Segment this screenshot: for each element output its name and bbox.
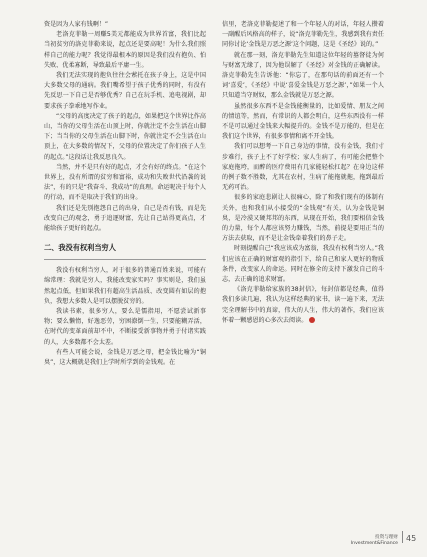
closing-text: 《洛克菲勒给家族的38封信》，每封信都是经典，值得我们多读几遍，我认为这样经典的家书，读一遍下来，无法完全理解书中的真谛，伟大的人生，伟大的著作，我们应该怀着一颗感恩的心多次去阅读。: [222, 286, 384, 324]
footer-divider: [402, 531, 403, 543]
body-paragraph: 就在那一刻，洛克菲勒先生知道这位年轻的墓督徒为何与财富无缘了，因为他误解了《圣经》对金钱的正确解读。洛克菲勒先生告诉他：“你忘了，在那句话的前面还有一个词‘喜爱’，《圣经》中说‘喜爱金钱是万恶之源’，”如果一个人只知道当守财奴，那么金钱就是万恶之源。: [222, 51, 384, 100]
body-paragraph: 我没有权利当穷人，对于很多的普通百姓来说，可能有绵常理：我就是穷人，我能改变家实吗？事实则是，我们虽然起点低，但如果我们有超高生活品质、改变圆有如层的抱负，我想大多数人是可以摆脱贫穷的。: [44, 267, 206, 305]
magazine-name-cn: 投资与理财: [375, 535, 398, 540]
body-paragraph: 当然，并不是只有好的起点，才会有好的终点。“在这个世界上，没有所谓的贫穷和富裕，成功和失败世代沿袭的说法”，有的只是“我奋斗、我成功”的真理。命运呢决于每个人的行动，而不是取决于我们的出身。: [44, 163, 206, 202]
body-paragraph: “父母的高度决定了孩子的起点，如果把这个世界比作高山，当你的父母生活在山顶上时，你就注定不会生活在山脚下；当当你的父母生活在山脚下时，你就注定不会生活在山顶上，在大多数的情况下，父母的位置决定了你们孩子人生的起点。”这段话让我反思良久。: [44, 112, 206, 161]
body-paragraph: 我们还是先别抱怨自己的出身，自己是否有钱，而是先改变自己的观念，勇于追逐财富，先让自己站得更高点，才能给孩子更好的起点。: [44, 204, 206, 233]
body-paragraph: 资是因为人家有钱啊！”: [44, 21, 109, 28]
body-paragraph: 我们无法实现的抱负往往会萦托在孩子身上，这是中国大多数父母的通病。我们嘴希望于孩子优秀的同时，有没有先反思一下自己是否够优秀？自己在玩手机、追电视剧，却要求孩子拳乖地写作业。: [44, 72, 206, 110]
magazine-name-en: Investment&Finance: [350, 541, 398, 546]
body-paragraph: 老洛克菲勒一周赚5美元都能成为世界首富，我们比起当初贫穷的洛克菲勒来说，起点还是要高呢！为什么我们照样自己的能力呢？我觉得最根本的原因是我们没有抱负、怕失败、优柔寡断，导致最后平庸一生。: [44, 31, 206, 69]
section-heading: 二、我没有权利当穷人: [44, 243, 116, 253]
body-paragraph: 信里，老洛克菲勒提述了和一个年轻人的对话，年轻人攒着一副醒后风格高的样子，说“洛克菲勒先生，我感到我有责任同你讨论‘金钱是万恶之源’这个问题，这是《圣经》说的。”: [222, 21, 384, 49]
body-paragraph: 我们可以想考一下自己身边的事情，没有金钱，我们寸步难行，孩子上不了好学校；家人生病了，有可能会把整个家庭拖垮，而醉的医疗费用有几家能轻松扛起？在身边这样的例子数不胜数，尤其在农村，生病了能拖就拖，拖到最后无药可治。: [222, 143, 384, 192]
section-divider: [44, 259, 206, 260]
right-column: [222, 20, 384, 326]
body-paragraph: [222, 285, 384, 326]
left-column: [44, 20, 206, 368]
body-paragraph: 我读书素，很多穷人，要么是懦指用，不愿尝试新事物；要么懒惰，好逸恶劳，穷困潦倒一生，只要能糊弄活，在时代的变革面前却不中，不断接受新事物并勇于付诸实践的人，大多数都不会太差。: [44, 308, 206, 346]
body-paragraph: 很多的家庭悲剧让人很痛心，除了和我们现有的体制有关外，也和我们从小接受的“金钱观”有关，认为金钱是铜臭，是冷漠又硬邦邦的东西，从现在开始，我们要相信金钱的力量，每个人都应该努力赚钱，当然，前提是要用正当的方法去获取，而不是让金钱牵着我们的鼻子走。: [222, 194, 384, 243]
magazine-footer: [348, 535, 398, 547]
page-number: 45: [406, 534, 417, 543]
body-paragraph: 有些人可能会说，金钱是万恶之母，把金钱比喻为“铜臭”，这大概就是我们上学时所学到的金钱观。在: [44, 348, 206, 367]
article-end-mark-icon: [309, 317, 315, 323]
body-paragraph: 虽然很多东西不是金钱能衡量的，比如爱情、朋友之间的情谊等，然而，有常识的人都会明白，这些东西没有一样不是可以通过金钱来大幅提升的。金钱不是万能的，但是在我们这个世界，有很多事情和离不开金钱。: [222, 102, 384, 141]
body-paragraph: 时刻提醒自己“我应该成为富翁，我没有权利当穷人。”我们应该在正确的财富观的指引下，给自己和家人更好的物质条件，改变家人的命运。同时在修全的支持下激发自己的斗志，去正确的追求财富。: [222, 245, 384, 284]
